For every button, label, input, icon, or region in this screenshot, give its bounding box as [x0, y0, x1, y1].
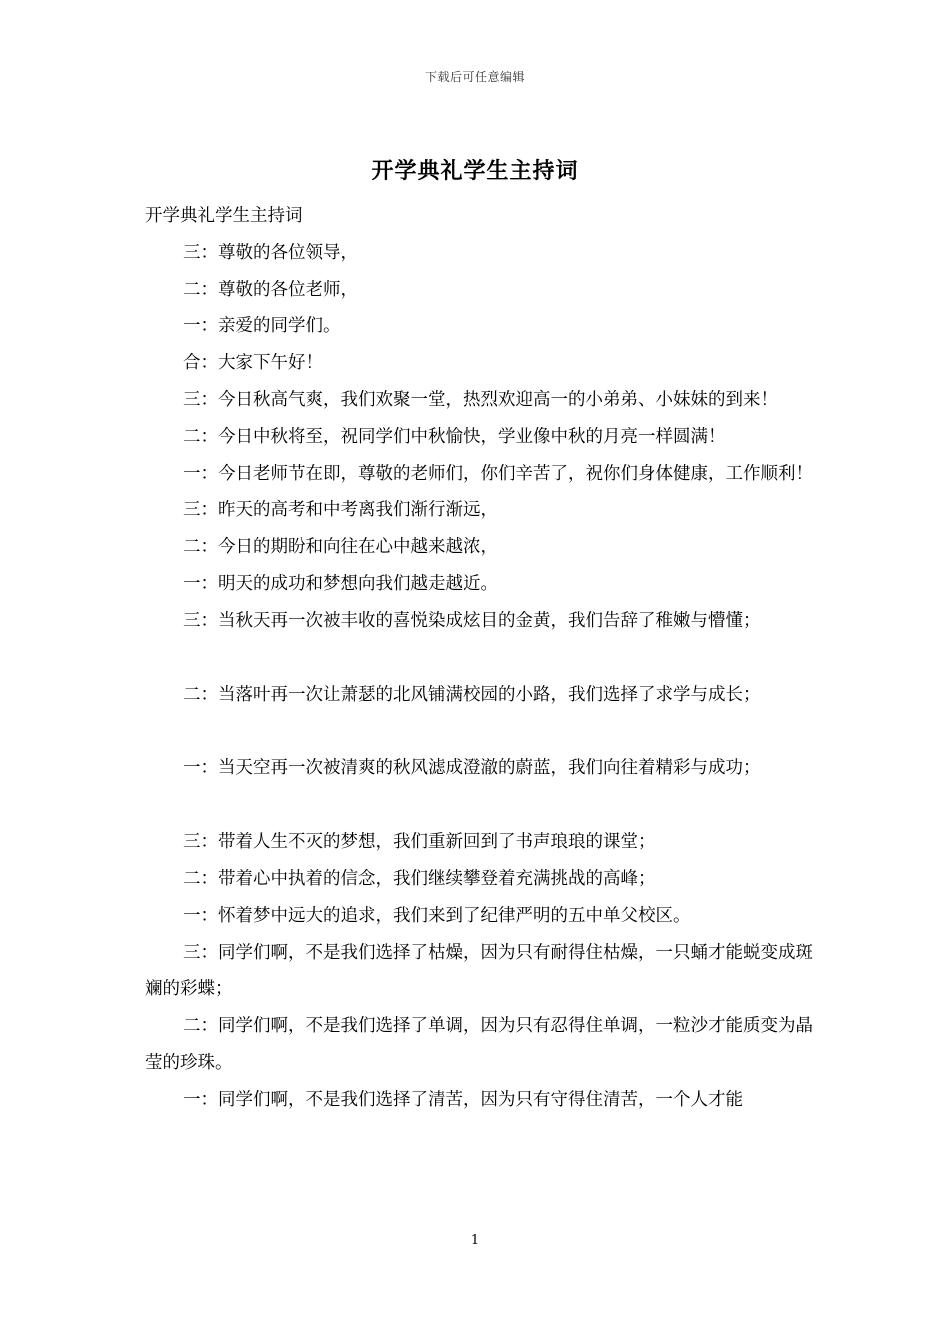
paragraph: 二：带着心中执着的信念，我们继续攀登着充满挑战的高峰；: [183, 868, 656, 889]
paragraph: 三：昨天的高考和中考离我们渐行渐远，: [183, 500, 498, 521]
paragraph: 一：今日老师节在即，尊敬的老师们，你们辛苦了，祝你们身体健康，工作顺利！: [183, 463, 813, 484]
paragraph: 一：同学们啊，不是我们选择了清苦，因为只有守得住清苦，一个人才能: [183, 1089, 743, 1110]
paragraph: 合：大家下午好！: [183, 353, 323, 374]
paragraph: 三：带着人生不灭的梦想，我们重新回到了书声琅琅的课堂；: [183, 832, 656, 853]
paragraph: 三：同学们啊，不是我们选择了枯燥，因为只有耐得住枯燥，一只蛹才能蜕变成斑斓的彩蝶；: [145, 942, 813, 1000]
paragraph: 二：同学们啊，不是我们选择了单调，因为只有忍得住单调，一粒沙才能质变为晶莹的珍珠。: [145, 1016, 813, 1073]
page-number: 1: [470, 1233, 480, 1248]
header-note: 下载后可任意编辑: [424, 70, 525, 84]
paragraph: 三：尊敬的各位领导，: [183, 242, 358, 263]
paragraph: 二：尊敬的各位老师，: [183, 279, 358, 300]
document-title: 开学典礼学生主持词: [371, 158, 579, 184]
paragraph: 二：今日中秋将至，祝同学们中秋愉快，学业像中秋的月亮一样圆满！: [183, 426, 726, 447]
document-body: [145, 198, 817, 1119]
paragraph: 一：明天的成功和梦想向我们越走越近。: [183, 573, 498, 594]
paragraph: 一：亲爱的同学们。: [183, 316, 341, 337]
paragraph: 三：今日秋高气爽，我们欢聚一堂，热烈欢迎高一的小弟弟、小妹妹的到来！: [183, 389, 778, 410]
paragraph: 二：今日的期盼和向往在心中越来越浓，: [183, 537, 498, 558]
paragraph-subtitle: 开学典礼学生主持词: [145, 206, 303, 226]
paragraph: 一：怀着梦中远大的追求，我们来到了纪律严明的五中单父校区。: [183, 905, 691, 926]
paragraph: 一：当天空再一次被清爽的秋风滤成澄澈的蔚蓝，我们向往着精彩与成功；: [183, 758, 761, 779]
paragraph: 三：当秋天再一次被丰收的喜悦染成炫目的金黄，我们告辞了稚嫩与懵懂；: [183, 610, 761, 631]
paragraph: 二：当落叶再一次让萧瑟的北风铺满校园的小路，我们选择了求学与成长；: [183, 684, 761, 705]
